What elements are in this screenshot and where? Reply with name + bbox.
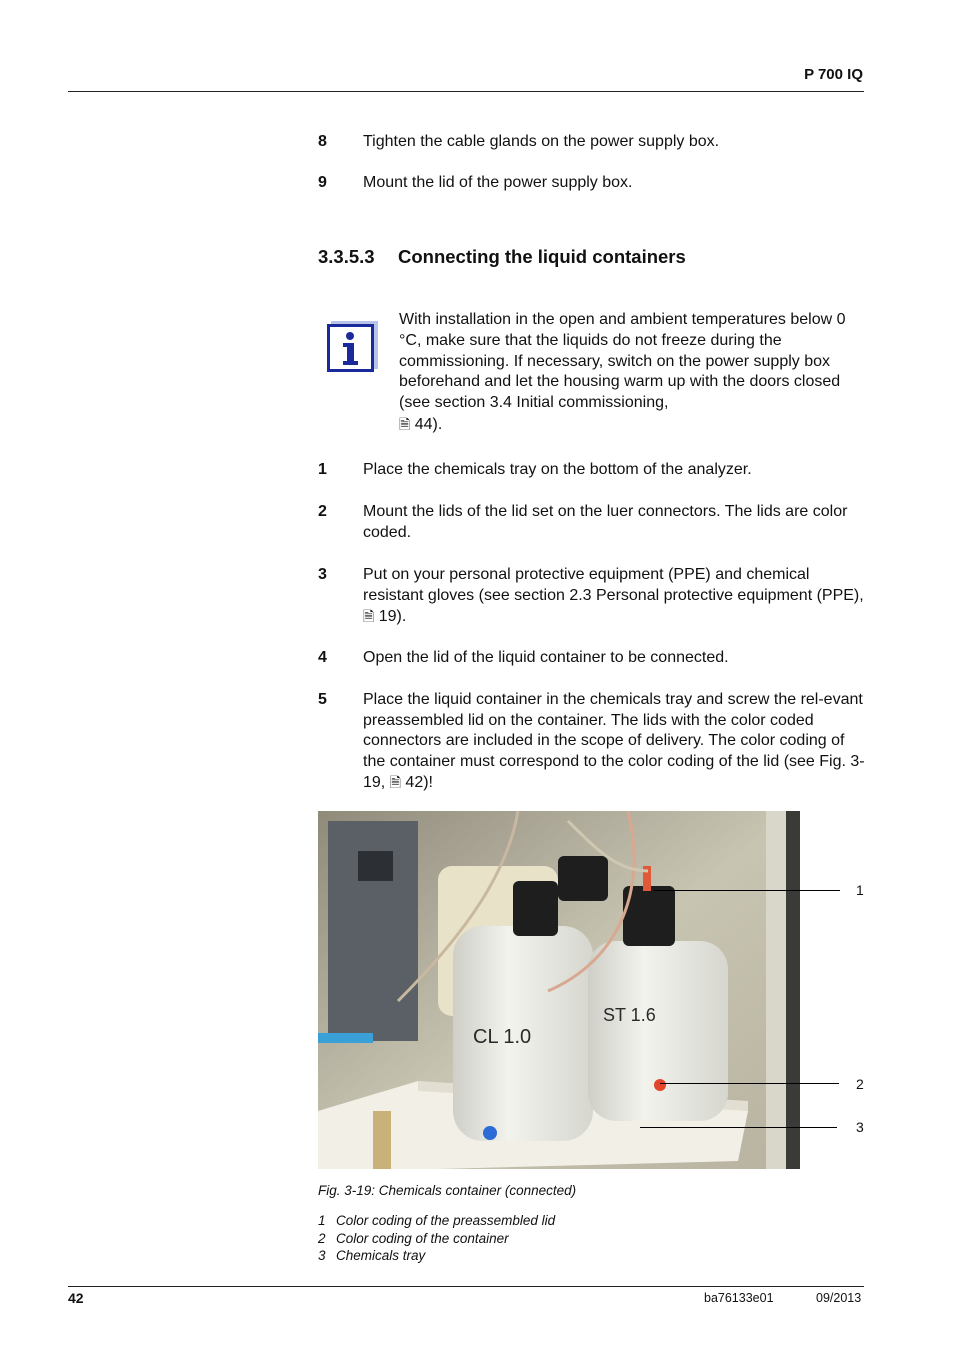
step-number: 4 (318, 649, 327, 666)
page-ref-icon: 🗎 (399, 415, 411, 432)
callout-leader-1 (654, 890, 840, 891)
callout-leader-3 (640, 1127, 837, 1128)
legend-num: 2 (318, 1230, 326, 1246)
legend-text: Color coding of the preassembled lid (336, 1213, 556, 1228)
step-text-after: ). (396, 608, 407, 626)
step-text: Open the lid of the liquid container to be connected. (363, 649, 729, 666)
bottle-left-label: CL 1.0 (473, 1026, 532, 1048)
bottle-right-label: ST 1.6 (603, 1005, 656, 1025)
step-number: 2 (318, 503, 327, 520)
footer-rule (68, 1286, 864, 1287)
figure-photo (318, 811, 800, 1169)
step-text (363, 565, 868, 628)
page-ref-icon: 🗎 (389, 774, 401, 791)
page-ref: 42 (405, 774, 424, 792)
legend-num: 3 (318, 1248, 326, 1264)
callout-leader-2 (660, 1083, 839, 1084)
document-date: 09/2013 (816, 1291, 862, 1305)
callout-3: 3 (856, 1119, 864, 1135)
step-text: Place the chemicals tray on the bottom of the analyzer. (363, 461, 752, 478)
header-title: P 700 IQ (804, 66, 863, 83)
legend-num: 1 (318, 1213, 326, 1228)
page-ref: 19 (378, 608, 397, 626)
info-body: With installation in the open and ambient temperatures below 0 °C, make sure that the liquids do not freeze during the commissioning. If necessary, switch on the power supply box beforehand and let the housing warm up with the doors closed (see section 3.4 Initial commissioning, (399, 311, 846, 412)
page-ref-icon: 🗎 (363, 608, 375, 625)
legend-item (318, 1212, 555, 1230)
legend-text: Chemicals tray (336, 1248, 426, 1264)
figure-caption: Fig. 3-19: Chemicals container (connected) (318, 1183, 577, 1198)
step-number: 5 (318, 691, 327, 708)
step-text: Mount the lid of the power supply box. (363, 174, 633, 191)
section-number: 3.3.5.3 (318, 246, 375, 267)
legend-item (318, 1247, 555, 1265)
step-number: 3 (318, 566, 327, 583)
step-number: 8 (318, 133, 327, 150)
legend-text: Color coding of the container (336, 1230, 509, 1246)
section-title: Connecting the liquid containers (398, 246, 686, 267)
callout-1: 1 (856, 882, 864, 898)
figure-legend (318, 1212, 555, 1265)
step-text-body: Place the liquid container in the chemicals tray and screw the rel-evant preassembled lid on the container. The lids with the color coded connectors are included in the scope of delivery. The color coding of the container must correspond to the color coding of the lid (see Fig. 3-19, (363, 691, 865, 792)
info-text (399, 310, 864, 436)
header-rule (68, 91, 864, 92)
info-icon (327, 321, 378, 373)
callout-2: 2 (856, 1076, 864, 1092)
step-text-after: )! (423, 774, 433, 792)
step-number: 1 (318, 461, 327, 478)
info-after: ). (432, 415, 443, 433)
page-ref: 44 (414, 415, 433, 433)
step-text (363, 690, 868, 794)
page-number: 42 (68, 1290, 84, 1306)
document-id: ba76133e01 (704, 1291, 774, 1305)
step-number: 9 (318, 174, 327, 191)
step-text-body: Put on your personal protective equipment (PPE) and chemical resistant gloves (see section 2.3 Personal protective equipment (PPE), (363, 566, 864, 604)
section-heading (318, 246, 686, 268)
step-text: Mount the lids of the lid set on the luer connectors. The lids are color coded. (363, 503, 848, 541)
step-text: Tighten the cable glands on the power supply box. (363, 133, 720, 150)
legend-item (318, 1230, 555, 1248)
